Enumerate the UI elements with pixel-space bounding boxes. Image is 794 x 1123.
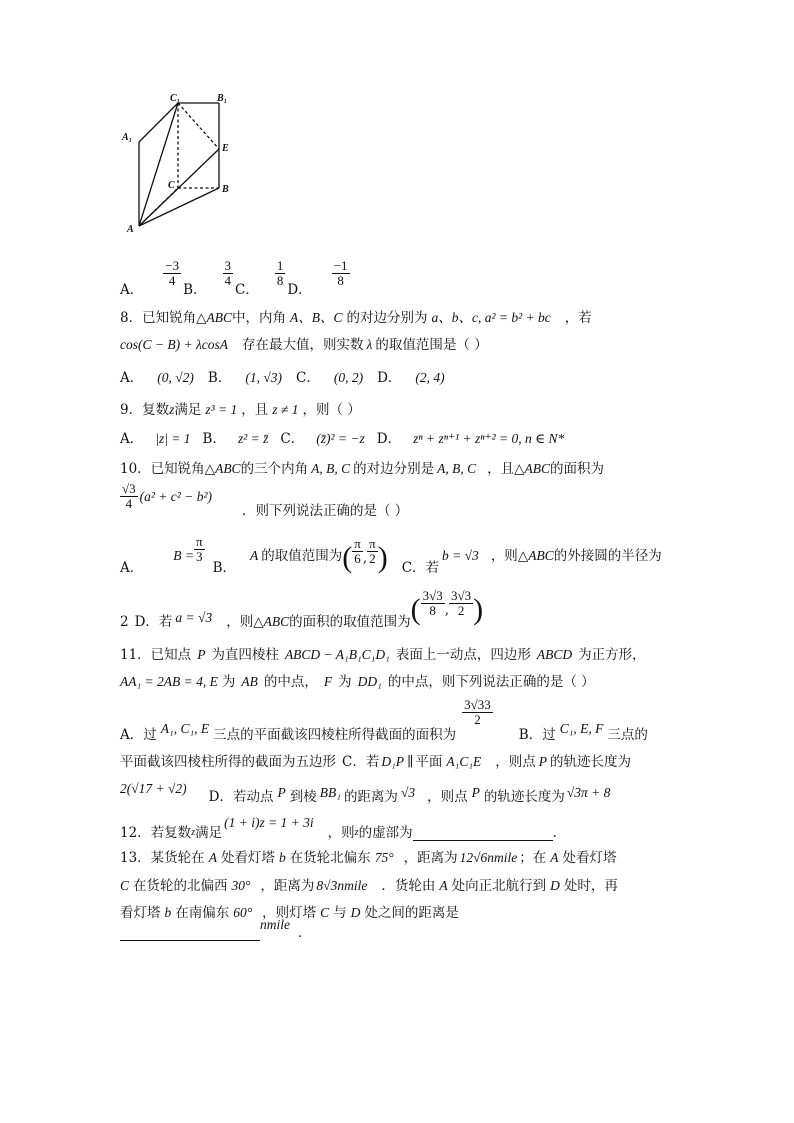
q7-option-c-label: C． — [235, 282, 259, 298]
q11-line1: 11．已知点 P 为直四棱柱 ABCD − A₁B₁C₁D₁ 表面上一动点，四边形 ABCD 为正方形， — [120, 647, 646, 663]
q13-line4: nmile ． — [120, 925, 312, 941]
q12-answer-blank[interactable] — [413, 828, 553, 841]
q8-line1: 8．已知锐角△ABC中，内角 A、B、C 的对边分别为 a、b、c, a² = b² + bc ，若 — [120, 310, 592, 326]
label-C: C — [168, 180, 175, 191]
label-B: B — [222, 184, 229, 195]
q7-option-d-label: D． — [287, 282, 312, 298]
q7-options — [120, 258, 352, 298]
q9-options: A． |z| = 1 B． z² = z̄ C． (z̄)² = −z D． zⁿ + zⁿ⁺¹ + zⁿ⁺² = 0, n ∈ N* — [120, 431, 565, 447]
label-B1: B₁ — [217, 93, 228, 104]
label-C1: C₁ — [170, 93, 181, 104]
q9-line1: 9．复数z满足 z³ = 1 ，且 z ≠ 1 ，则（ ） — [120, 402, 361, 418]
q10-line2: $\frac{√3}{4}$ (a² + c² − b²) ．则下列说法正确的是（ ） — [122, 481, 409, 519]
q7-option-b-value: $\frac{3}{4}$ — [224, 258, 232, 288]
q8-options: A． (0, √2) B． (1, √3) C． (0, 2) D． (2, 4) — [120, 370, 445, 386]
q13-line3: 看灯塔 b 在南偏东 60° ，则灯塔 C 与 D 处之间的距离是 — [120, 905, 459, 921]
q13-answer-blank[interactable] — [120, 928, 260, 941]
label-A: A — [127, 224, 134, 235]
q13-line1: 13．某货轮在 A 处看灯塔 b 在货轮北偏东 75° ，距离为 12√6nmile ；在 A 处看灯塔 — [120, 850, 617, 866]
q12-line: 12．若复数 z 满足 (1 + i)z = 1 + 3i ，则 z 的虚部为 ． — [120, 815, 567, 841]
q7-option-b-label: B． — [183, 282, 207, 298]
q11-option-a: A．过 A₁, C₁, E 三点的平面截该四棱柱所得截面的面积为 $\frac{3√33}{2}$ B．过 C₁, E, F 三点的 — [120, 697, 648, 743]
q13-line2: C 在货轮的北偏西 30° ，距离为 8√3nmile ．货轮由 A 处向正北航行到 D 处时，再 — [120, 878, 618, 894]
prism-figure — [118, 92, 248, 237]
q7-option-a-value: $\frac{-3}{4}$ — [165, 258, 180, 288]
q11-line4: 平面截该四棱柱所得的截面为五边形 C．若 D₁P ∥ 平面 A₁C₁E ，则点 P 的轨迹长度为 — [120, 754, 632, 770]
q10-line1: 10．已知锐角△ABC的三个内角 A, B, C 的对边分别是 A, B, C ，且△ABC的面积为 — [120, 461, 604, 477]
q10-area-frac: $\frac{√3}{4}$ — [122, 481, 136, 511]
q7-option-a-label: A． — [120, 282, 144, 298]
q7-option-c-value: $\frac{1}{8}$ — [276, 258, 284, 288]
q7-option-d-value: $\frac{-1}{8}$ — [333, 258, 348, 288]
q10-options-cd: 2 D．若 a = √3 ，则 △ABC 的面积的取值范围为 ( $\frac{3√3}{8}$ , $\frac{3√3}{2}$ ) — [120, 588, 484, 630]
q11-line5: 2(√17 + √2) D．若动点 P 到棱 BB₁ 的距离为 √3 ，则点 P 的轨迹长度为 √3π + 8 — [120, 781, 611, 805]
q8-line2: cos(C − B) + λcosA 存在最大值，则实数 λ 的取值范围是（ ） — [120, 337, 488, 353]
label-E: E — [222, 143, 229, 154]
label-A1: A₁ — [122, 132, 133, 143]
q11-line2: AA₁ = 2AB = 4, E 为 AB 的中点， F 为 DD₁ 的中点，则下列说法正确的是（ ） — [120, 674, 595, 690]
q10-options-ab: A． B = $\frac{\pi}{3}$ B． A 的取值范围为 ( $\frac{\pi}{6}$ , $\frac{\pi}{2}$ ) C．若 b = √3 ，则 △ABC 的外接圆的半径为 — [120, 534, 662, 576]
